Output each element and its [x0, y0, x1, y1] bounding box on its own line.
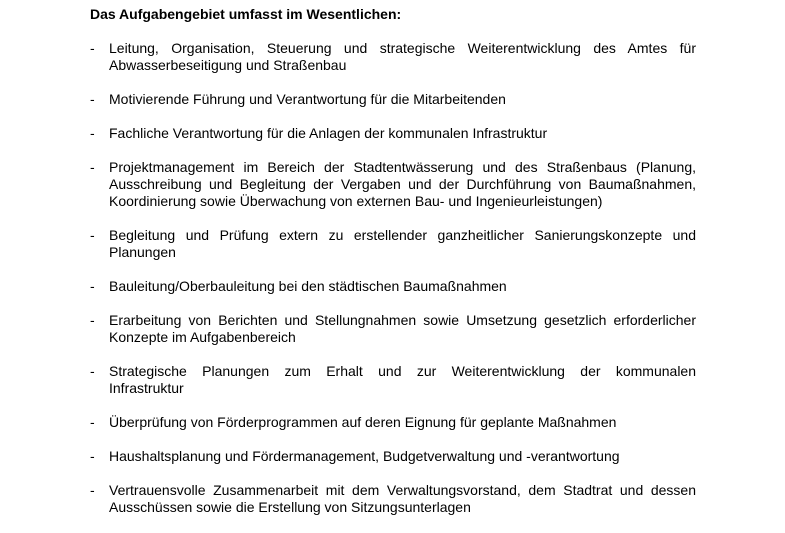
list-item-line: Konzepte im Aufgabenbereich [109, 329, 296, 345]
list-item-line: Überprüfung von Förderprogrammen auf deren Eignung für geplante Maßnahmen [109, 414, 617, 430]
list-item-text [109, 363, 696, 397]
list-item-line: Leitung, Organisation, Steuerung und strategische Weiterentwicklung des Amtes für [109, 40, 696, 56]
list-item-text [109, 227, 696, 261]
section-heading: Das Aufgabengebiet umfasst im Wesentlichen: [90, 6, 402, 22]
list-item-text [109, 159, 696, 210]
list-item-line: Bauleitung/Oberbauleitung bei den städtischen Baumaßnahmen [109, 278, 507, 294]
list-item-text [109, 448, 696, 465]
list-item [90, 40, 696, 74]
bullet-dash: - [90, 91, 95, 107]
bullet-dash: - [90, 159, 95, 175]
bullet-dash: - [90, 125, 95, 141]
list-item-line: Abwasserbeseitigung und Straßenbau [109, 57, 347, 73]
bullet-dash: - [90, 482, 95, 498]
bullet-dash: - [90, 414, 95, 430]
list-item-line: Strategische Planungen zum Erhalt und zur Weiterentwicklung der kommunalen [109, 363, 696, 379]
list-item [90, 482, 696, 516]
list-item-line: Infrastruktur [109, 380, 184, 396]
list-item-line: Haushaltsplanung und Fördermanagement, Budgetverwaltung und -verantwortung [109, 448, 620, 464]
list-item-line: Koordinierung sowie Überwachung von externen Bau- und Ingenieurleistungen) [109, 193, 603, 209]
bullet-dash: - [90, 227, 95, 243]
list-item [90, 363, 696, 397]
list-item [90, 159, 696, 210]
list-item [90, 312, 696, 346]
list-item [90, 448, 696, 465]
list-item-line: Vertrauensvolle Zusammenarbeit mit dem Verwaltungsvorstand, dem Stadtrat und dessen [109, 482, 696, 498]
list-item-line: Motivierende Führung und Verantwortung für die Mitarbeitenden [109, 91, 506, 107]
list-item [90, 414, 696, 431]
bullet-dash: - [90, 278, 95, 294]
list-item-line: Ausschreibung und Begleitung der Vergaben und der Durchführung von Baumaßnahmen, [109, 176, 696, 192]
list-item [90, 125, 696, 142]
list-item-text [109, 312, 696, 346]
list-item-line: Ausschüssen sowie die Erstellung von Sitzungsunterlagen [109, 499, 471, 515]
bullet-dash: - [90, 40, 95, 56]
list-item-line: Fachliche Verantwortung für die Anlagen der kommunalen Infrastruktur [109, 125, 548, 141]
bullet-dash: - [90, 312, 95, 328]
list-item-line: Erarbeitung von Berichten und Stellungnahmen sowie Umsetzung gesetzlich erforderlicher [109, 312, 696, 328]
list-item-line: Projektmanagement im Bereich der Stadtentwässerung und des Straßenbaus (Planung, [109, 159, 696, 175]
bullet-dash: - [90, 448, 95, 464]
list-item-text [109, 125, 696, 142]
list-item-line: Begleitung und Prüfung extern zu erstellender ganzheitlicher Sanierungskonzepte und [109, 227, 696, 243]
list-item [90, 91, 696, 108]
list-item-text [109, 91, 696, 108]
list-item-text [109, 278, 696, 295]
list-item [90, 227, 696, 261]
task-list [90, 40, 696, 533]
list-item [90, 278, 696, 295]
list-item-text [109, 40, 696, 74]
list-item-line: Planungen [109, 244, 176, 260]
bullet-dash: - [90, 363, 95, 379]
list-item-text [109, 482, 696, 516]
list-item-text [109, 414, 696, 431]
